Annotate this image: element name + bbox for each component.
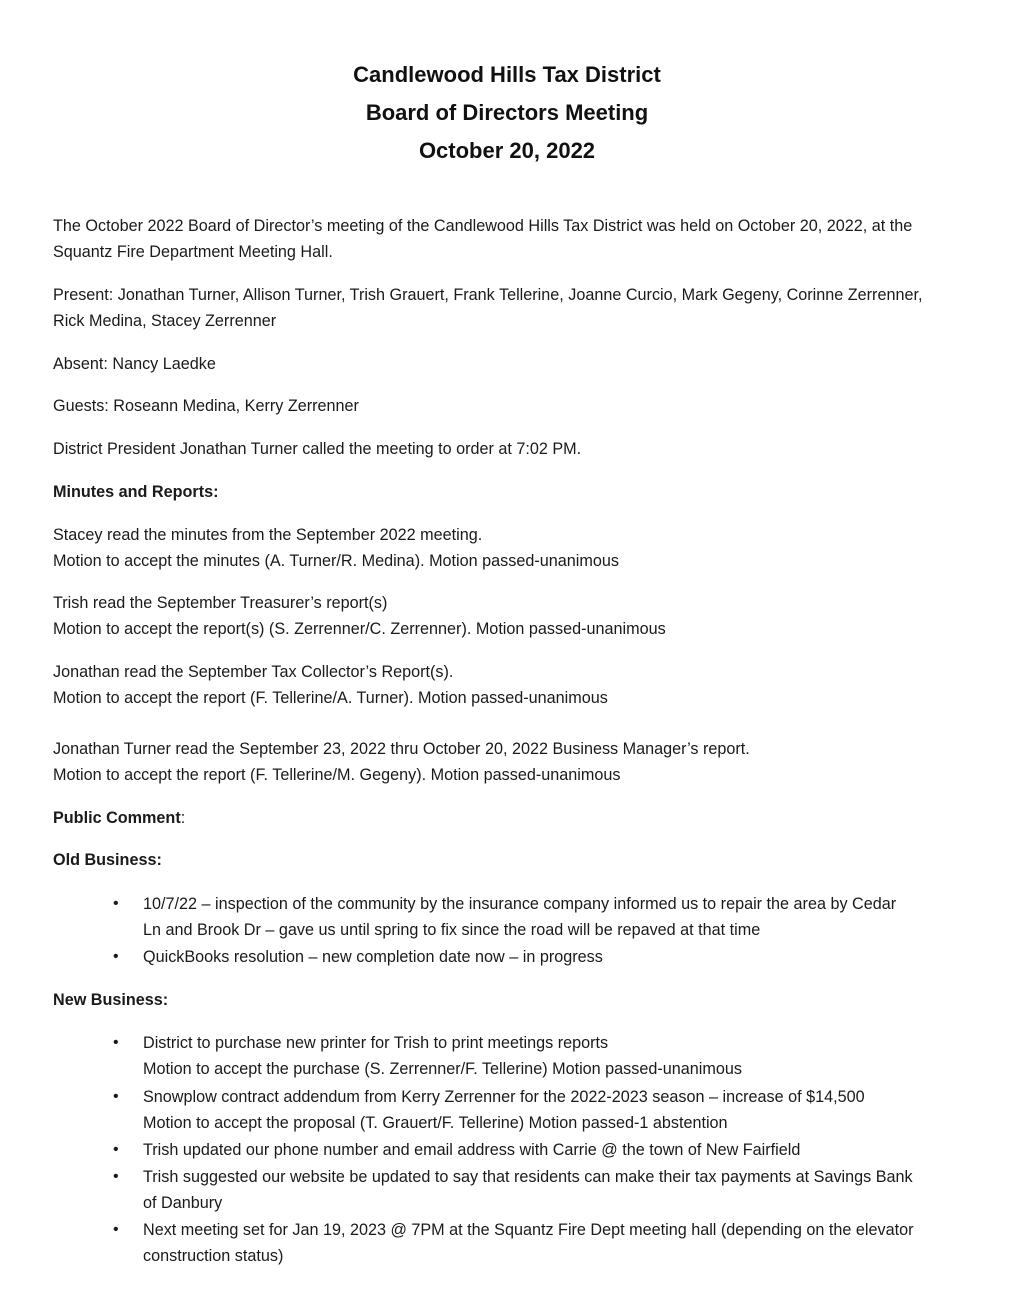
minutes-item-2-line-2: Motion to accept the report(s) (S. Zerrenner/C. Zerrenner). Motion passed-unanimous (53, 620, 666, 638)
new-business-bullet-4: • (113, 1168, 119, 1185)
old-business-bullet-1: • (113, 895, 119, 912)
old-business-bullet-2: • (113, 948, 119, 965)
new-business-item-3-line-1: Trish updated our phone number and email address with Carrie @ the town of New Fairfield (143, 1141, 801, 1159)
absent-line: Absent: Nancy Laedke (53, 355, 216, 373)
minutes-item-4-line-1: Jonathan Turner read the September 23, 2022 thru October 20, 2022 Business Manager’s report. (53, 740, 750, 758)
new-business-item-2-line-1: Snowplow contract addendum from Kerry Zerrenner for the 2022-2023 season – increase of $14,500 (143, 1088, 865, 1106)
minutes-reports-heading: Minutes and Reports: (53, 483, 219, 501)
public-comment-colon: : (180, 809, 186, 827)
new-business-bullet-2: • (113, 1088, 119, 1105)
new-business-item-4-line-1: Trish suggested our website be updated to say that residents can make their tax payments at Savings Bank (143, 1168, 913, 1186)
new-business-bullet-1: • (113, 1034, 119, 1051)
call-to-order: District President Jonathan Turner called the meeting to order at 7:02 PM. (53, 440, 582, 458)
minutes-item-1-line-2: Motion to accept the minutes (A. Turner/R. Medina). Motion passed-unanimous (53, 552, 619, 570)
new-business-item-1-line-1: District to purchase new printer for Trish to print meetings reports (143, 1034, 609, 1052)
minutes-item-1-line-1: Stacey read the minutes from the September 2022 meeting. (53, 526, 483, 544)
old-business-item-1-line-1: 10/7/22 – inspection of the community by the insurance company informed us to repair the area by Cedar (143, 895, 897, 913)
document-subtitle: Board of Directors Meeting (365, 100, 649, 125)
minutes-item-2-line-1: Trish read the September Treasurer’s report(s) (53, 594, 388, 612)
public-comment-heading: Public Comment (53, 809, 181, 827)
document-title: Candlewood Hills Tax District (353, 62, 661, 87)
guests-line: Guests: Roseann Medina, Kerry Zerrenner (53, 397, 359, 415)
new-business-item-5-line-2: construction status) (143, 1247, 284, 1265)
minutes-item-3-line-2: Motion to accept the report (F. Tellerine/A. Turner). Motion passed-unanimous (53, 689, 608, 707)
intro-line-2: Squantz Fire Department Meeting Hall. (53, 243, 333, 261)
old-business-item-1-line-2: Ln and Brook Dr – gave us until spring to fix since the road will be repaved at that time (143, 921, 761, 939)
minutes-item-4-line-2: Motion to accept the report (F. Tellerine/M. Gegeny). Motion passed-unanimous (53, 766, 621, 784)
meeting-date: October 20, 2022 (418, 138, 596, 163)
old-business-heading: Old Business: (53, 851, 162, 869)
new-business-item-2-line-2: Motion to accept the proposal (T. Grauert/F. Tellerine) Motion passed-1 abstention (143, 1114, 728, 1132)
new-business-item-4-line-2: of Danbury (143, 1194, 223, 1212)
intro-line-1: The October 2022 Board of Director’s meeting of the Candlewood Hills Tax District was held on October 20, 2022, at the (53, 217, 913, 235)
present-line-2: Rick Medina, Stacey Zerrenner (53, 312, 277, 330)
new-business-heading: New Business: (53, 991, 169, 1009)
new-business-bullet-3: • (113, 1141, 119, 1158)
old-business-item-2-line-1: QuickBooks resolution – new completion date now – in progress (143, 948, 603, 966)
new-business-item-1-line-2: Motion to accept the purchase (S. Zerrenner/F. Tellerine) Motion passed-unanimous (143, 1060, 742, 1078)
new-business-item-5-line-1: Next meeting set for Jan 19, 2023 @ 7PM at the Squantz Fire Dept meeting hall (depending on the elevator (143, 1221, 914, 1239)
public-comment-line (53, 805, 973, 831)
new-business-bullet-5: • (113, 1221, 119, 1238)
minutes-item-3-line-1: Jonathan read the September Tax Collector’s Report(s). (53, 663, 454, 681)
present-line-1: Present: Jonathan Turner, Allison Turner, Trish Grauert, Frank Tellerine, Joanne Curcio, Mark Gegeny, Corinne Zerrenner, (53, 286, 923, 304)
